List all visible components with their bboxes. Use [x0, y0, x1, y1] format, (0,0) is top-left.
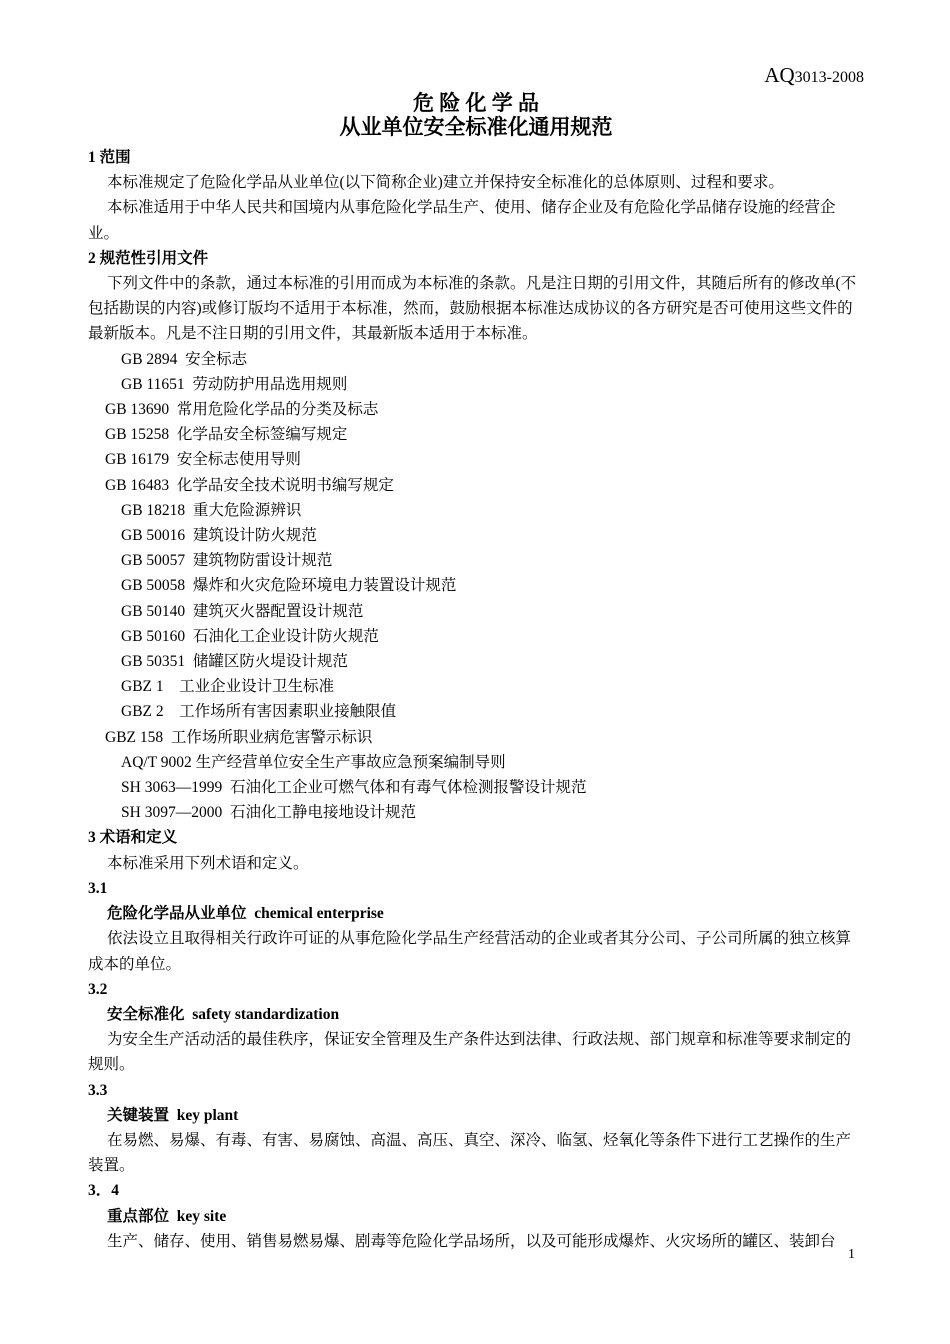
reference-item: GBZ 158 工作场所职业病危害警示标识: [105, 728, 373, 746]
reference-item: GB 16179 安全标志使用导则: [105, 451, 301, 469]
reference-item: GBZ 2 工作场所有害因素职业接触限值: [121, 703, 397, 721]
section-heading: 3 术语和定义: [88, 829, 178, 847]
clause-number: 3．4: [88, 1182, 120, 1200]
reference-item: GB 13690 常用危险化学品的分类及标志: [105, 401, 379, 419]
term-heading: 关键装置 key plant: [107, 1106, 239, 1124]
title-line-1: 危 险 化 学 品: [413, 91, 539, 115]
reference-item: AQ/T 9002 生产经营单位安全生产事故应急预案编制导则: [121, 753, 506, 771]
paragraph: 依法设立且取得相关行政许可证的从事危险化学品生产经营活动的企业或者其分公司、子公司所属的独立核算成本的单位。: [88, 930, 852, 973]
reference-item: GB 50016 建筑设计防火规范: [121, 527, 317, 545]
paragraph: 下列文件中的条款，通过本标准的引用而成为本标准的条款。凡是注日期的引用文件，其随后所有的修改单(不包括勘误的内容)或修订版均不适用于本标准，然而，鼓励根据本标准达成协议的各方研究是否可使用这些文件的最新版本。凡是不注日期的引用文件，其最新版本适用于本标准。: [88, 275, 857, 343]
clause-number: 3.3: [88, 1081, 108, 1099]
document-body: [88, 145, 864, 1254]
reference-item: GB 50351 储罐区防火堤设计规范: [121, 653, 348, 671]
doc-code-number: 3013-2008: [794, 69, 864, 86]
term-heading: 重点部位 key site: [107, 1207, 227, 1225]
reference-item: GBZ 1 工业企业设计卫生标准: [121, 678, 335, 696]
clause-number: 3.1: [88, 879, 108, 897]
term-heading: 安全标准化 safety standardization: [107, 1005, 340, 1023]
reference-item: GB 50160 石油化工企业设计防火规范: [121, 627, 379, 645]
reference-item: GB 50058 爆炸和火灾危险环境电力装置设计规范: [121, 577, 457, 595]
section-heading: 1 范围: [88, 149, 131, 166]
reference-item: GB 16483 化学品安全技术说明书编写规定: [105, 476, 394, 494]
reference-item: SH 3063—1999 石油化工企业可燃气体和有毒气体检测报警设计规范: [121, 779, 587, 797]
reference-item: SH 3097—2000 石油化工静电接地设计规范: [121, 804, 416, 822]
reference-item: GB 11651 劳动防护用品选用规则: [121, 375, 348, 393]
paragraph: 为安全生产活动活的最佳秩序，保证安全管理及生产条件达到法律、行政法规、部门规章和标准等要求制定的规则。: [88, 1031, 852, 1074]
page-number: 1: [848, 1247, 855, 1262]
reference-item: GB 50057 建筑物防雷设计规范: [121, 552, 333, 570]
paragraph: 在易燃、易爆、有毒、有害、易腐蚀、高温、高压、真空、深冷、临氢、烃氧化等条件下进行工艺操作的生产装置。: [88, 1131, 852, 1175]
paragraph: 本标准规定了危险化学品从业单位(以下简称企业)建立并保持安全标准化的总体原则、过程和要求。: [107, 174, 784, 192]
clause-number: 3.2: [88, 980, 108, 998]
title-line-2: 从业单位安全标准化通用规范: [339, 115, 613, 139]
reference-item: GB 50140 建筑灭火器配置设计规范: [121, 602, 364, 620]
reference-item: GB 15258 化学品安全标签编写规定: [105, 426, 348, 444]
reference-item: GB 2894 安全标志: [121, 350, 248, 368]
section-heading: 2 规范性引用文件: [88, 249, 209, 267]
paragraph: 本标准采用下列术语和定义。: [107, 854, 309, 872]
doc-code: [88, 62, 864, 91]
document-content: [88, 62, 864, 1254]
reference-item: GB 18218 重大危险源辨识: [121, 501, 302, 519]
term-heading: 危险化学品从业单位 chemical enterprise: [107, 905, 384, 923]
doc-code-prefix: AQ: [764, 63, 795, 87]
paragraph: 生产、储存、使用、销售易燃易爆、剧毒等危险化学品场所，以及可能形成爆炸、火灾场所的罐区、装卸台: [107, 1232, 836, 1250]
paragraph: 本标准适用于中华人民共和国境内从事危险化学品生产、使用、储存企业及有危险化学品储存设施的经营企业。: [88, 199, 836, 242]
